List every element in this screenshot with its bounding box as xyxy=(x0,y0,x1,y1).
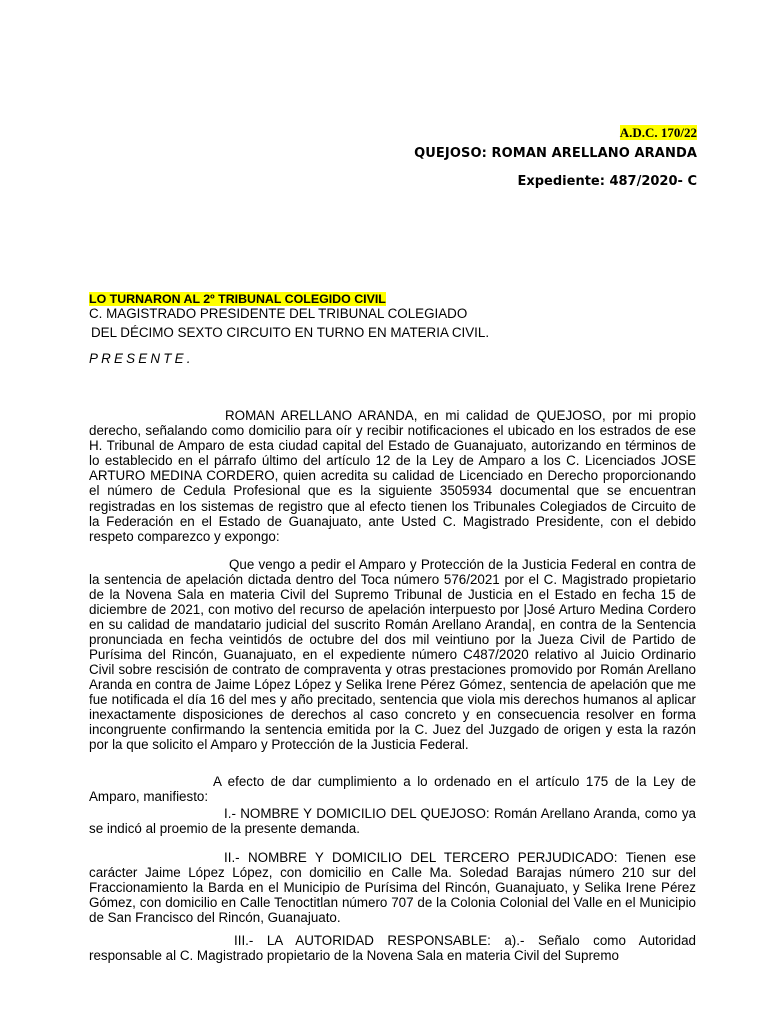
paragraph-tercero-perjudicado-text: II.- NOMBRE Y DOMICILIO DEL TERCERO PERJUDICADO: Tienen ese carácter Jaime López López, con domicilio en Calle Ma. Soledad Barajas número 210 sur del Fraccionamiento la Barda en el Municipio de Purísima del Rincón, Guanajuato, y Selika Irene Pérez Gómez, con domicilio en Calle Tenoctitlan número 707 de la Colonia Colonial del Valle en el Municipio de San Francisco del Rincón, Guanajuato. xyxy=(89,850,696,926)
presente-salutation: PRESENTE. xyxy=(89,351,194,366)
quejoso-header: QUEJOSO: ROMAN ARELLANO ARANDA xyxy=(414,146,697,161)
paragraph-autoridad-responsable-text: III.- LA AUTORIDAD RESPONSABLE: a).- Señalo como Autoridad responsable al C. Magistrado propietario de la Novena Sala en materia Civil del Supremo xyxy=(89,933,696,964)
paragraph-petition-text: Que vengo a pedir el Amparo y Protección de la Justicia Federal en contra de la sentencia de apelación dictada dentro del Toca número 576/2021 por el C. Magistrado propietario de la Novena Sala en materia Civil del Supremo Tribunal de Justicia en el Estado en fecha 15 de diciembre de 2021, con motivo del recurso de apelación interpuesto por |José Arturo Medina Cordero en su calidad de mandatario judicial del suscrito Román Arellano Aranda|, en contra de la Sentencia pronunciada en fecha veintidós de octubre del dos mil veintiuno por la Jueza Civil de Partido de Purísima del Rincón, Guanajuato, en el expediente número C487/2020 relativo al Juicio Ordinario Civil sobre rescisión de contrato de compraventa y otras prestaciones promovido por Román Arellano Aranda en contra de Jaime López López y Selika Irene Pérez Gómez, sentencia de apelación que me fue notificada el día 16 del mes y año precitado, sentencia que viola mis derechos humanos al aplicar inexactamente disposiciones de derechos al caso concreto y en consecuencia resolver en forma incongruente confirmando la sentencia emitida por la C. Juez del Juzgado de origen y esta la razón por la que solicito el Amparo y Protección de la Justicia Federal. xyxy=(89,557,696,752)
expediente-number: Expediente: 487/2020- C xyxy=(517,174,697,189)
paragraph-autoridad-responsable xyxy=(89,933,696,963)
paragraph-intro-text: ROMAN ARELLANO ARANDA, en mi calidad de QUEJOSO, por mi propio derecho, señalando como domicilio para oír y recibir notificaciones el ubicado en los estrados de ese H. Tribunal de Amparo de esta ciudad capital del Estado de Guanajuato, autorizando en términos de lo establecido en el párrafo último del artículo 12 de la Ley de Amparo a los C. Licenciados JOSE ARTURO MEDINA CORDERO, quien acredita su calidad de Licenciado en Derecho proporcionando el número de Cedula Profesional que es la siguiente 3505934 documental que se encuentran registradas en los sistemas de registro que al efecto tienen los Tribunales Colegiados de Circuito de la Federación en el Estado de Guanajuato, ante Usted C. Magistrado Presidente, con el debido respeto comparezco y expongo: xyxy=(89,408,696,544)
paragraph-quejoso-name-text: I.- NOMBRE Y DOMICILIO DEL QUEJOSO: Román Arellano Aranda, como ya se indicó al proemio de la presente demanda. xyxy=(89,806,696,837)
paragraph-intro xyxy=(89,408,696,544)
paragraph-quejoso-name xyxy=(89,806,696,836)
case-number-text: A.D.C. 170/22 xyxy=(619,125,697,140)
turnaron-text: LO TURNARON AL 2º TRIBUNAL COLEGIDO CIVIL xyxy=(89,292,386,306)
paragraph-petition xyxy=(89,557,696,752)
case-number xyxy=(620,125,697,141)
paragraph-article-175-text: A efecto de dar cumplimiento a lo ordenado en el artículo 175 de la Ley de Amparo, manifiesto: xyxy=(89,774,696,805)
addressee-line-2: DEL DÉCIMO SEXTO CIRCUITO EN TURNO EN MATERIA CIVIL. xyxy=(91,325,490,340)
turnaron-note xyxy=(89,292,386,306)
paragraph-article-175 xyxy=(89,774,696,804)
addressee-line-1: C. MAGISTRADO PRESIDENTE DEL TRIBUNAL COLEGIADO xyxy=(89,306,468,321)
paragraph-tercero-perjudicado xyxy=(89,850,696,925)
